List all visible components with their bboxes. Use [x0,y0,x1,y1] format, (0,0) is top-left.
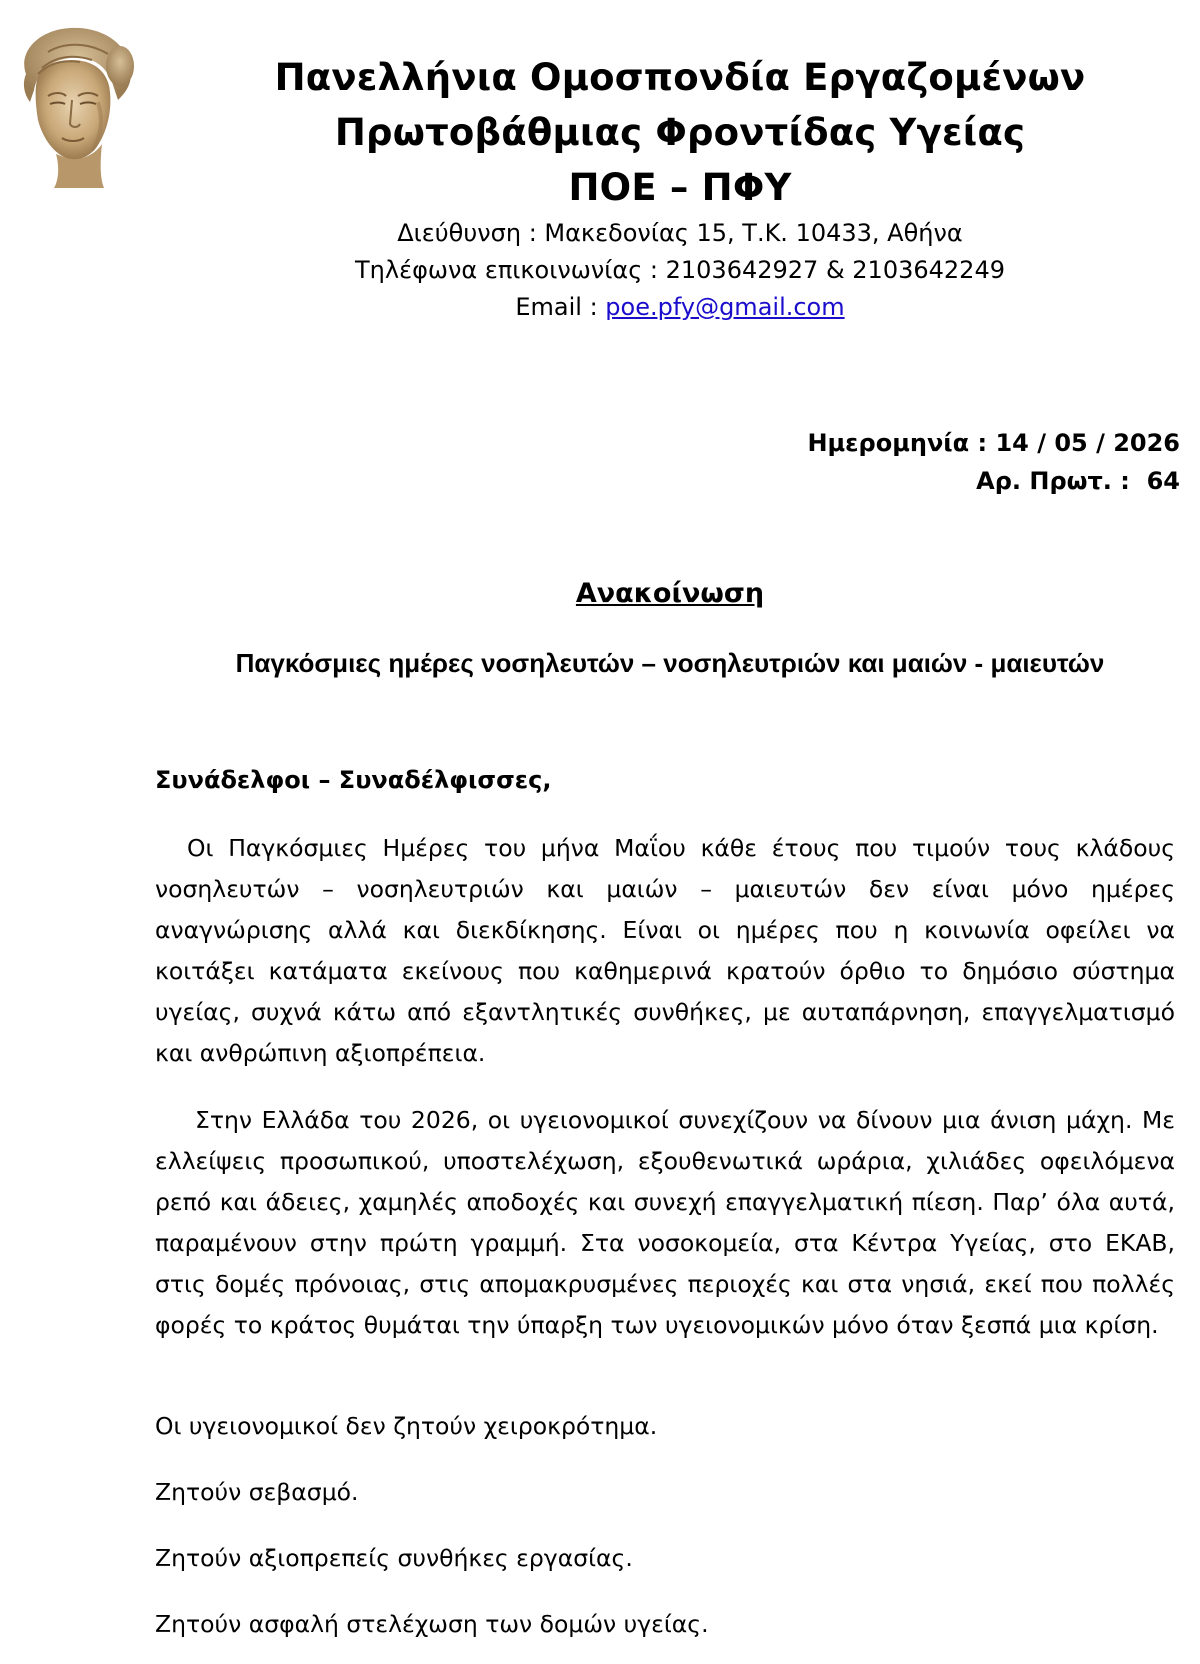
org-abbreviation: ΠΟΕ – ΠΦΥ [568,166,792,209]
marble-head-logo [8,22,140,190]
statement-line-3: Ζητούν αξιοπρεπείς συνθήκες εργασίας. [155,1544,633,1572]
greeting: Συνάδελφοι – Συναδέλφισσες, [155,766,552,794]
statement-line-4: Ζητούν ασφαλή στελέχωση των δομών υγείας. [155,1610,709,1638]
org-name-line-1: Πανελλήνια Ομοσπονδία Εργαζομένων [274,56,1086,99]
document-subtitle: Παγκόσμιες ημέρες νοσηλευτών – νοσηλευτριών και μαιών - μαιευτών [235,648,1105,678]
email-link[interactable]: poe.pfy@gmail.com [605,293,845,321]
paragraph-2: Στην Ελλάδα του 2026, οι υγειονομικοί συνεχίζουν να δίνουν μια άνιση μάχη. Με ελλείψεις προσωπικού, υποστελέχωση, εξουθενωτικά ωράρια, χιλιάδες οφειλόμενα ρεπό και άδειες, χαμηλές αποδοχές και συνεχή επαγγελματική πίεση. Παρ’ όλα αυτά, παραμένουν στην πρώτη γραμμή. Στα νοσοκομεία, στα Κέντρα Υγείας, στο ΕΚΑΒ, στις δομές πρόνοιας, στις απομακρυσμένες περιοχές και στα νησιά, εκεί που πολλές φορές το κράτος θυμάται την ύπαρξη των υγειονομικών μόνο όταν ξεσπά μια κρίση. [155,1106,1175,1339]
document-meta [807,424,1180,500]
address-line: Διεύθυνση : Μακεδονίας 15, Τ.Κ. 10433, Αθήνα [397,219,963,247]
statement-line-1: Οι υγειονομικοί δεν ζητούν χειροκρότημα. [155,1412,658,1440]
date-line: Ημερομηνία : 14 / 05 / 2026 [807,429,1180,457]
protocol-number-line: Αρ. Πρωτ. : 64 [976,467,1180,495]
org-name-line-2: Πρωτοβάθμιας Φροντίδας Υγείας [334,111,1026,154]
document-title: Ανακοίνωση [575,578,765,609]
letterhead [230,50,1130,326]
phone-line: Τηλέφωνα επικοινωνίας : 2103642927 & 2103642249 [355,256,1005,284]
email-label: Email : [515,293,606,321]
email-line [230,289,1130,326]
statement-line-2: Ζητούν σεβασμό. [155,1478,359,1506]
paragraph-1: Οι Παγκόσμιες Ημέρες του μήνα Μαΐου κάθε έτους που τιμούν τους κλάδους νοσηλευτών – νοσηλευτριών και μαιών – μαιευτών δεν είναι μόνο ημέρες αναγνώρισης αλλά και διεκδίκησης. Είναι οι ημέρες που η κοινωνία οφείλει να κοιτάξει κατάματα εκείνους που καθημερινά κρατούν όρθιο το δημόσιο σύστημα υγείας, συχνά κάτω από εξαντλητικές συνθήκες, με αυταπάρνηση, επαγγελματισμό και ανθρώπινη αξιοπρέπεια. [155,834,1175,1067]
